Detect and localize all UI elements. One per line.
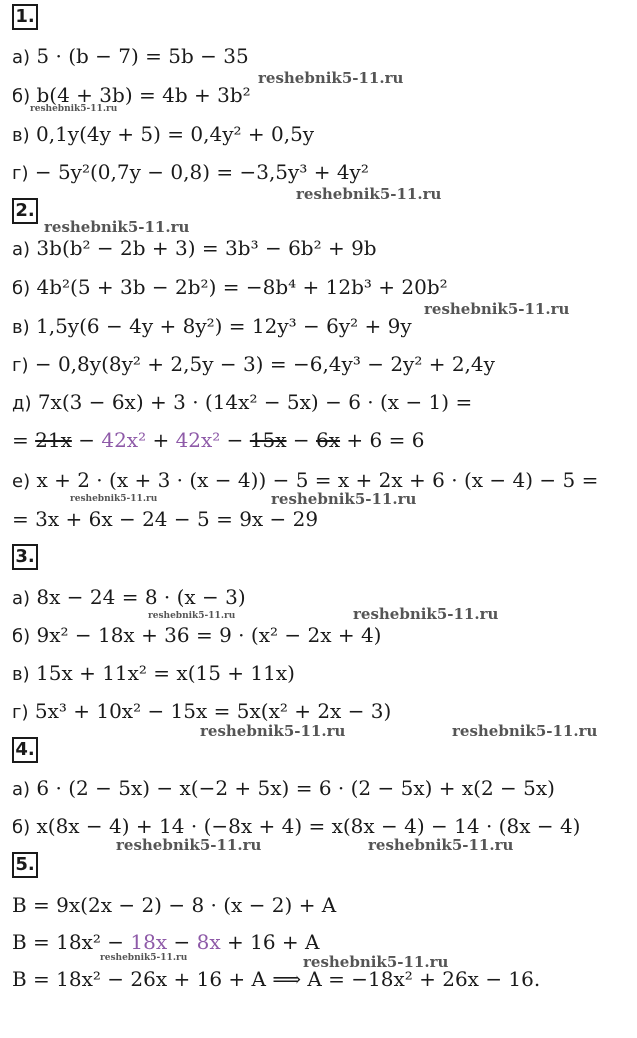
highlighted-term: 8x: [196, 930, 221, 954]
equation-text: − 0,8y(8y² + 2,5y − 3) = −6,4y³ − 2y² + 2,4y: [34, 352, 495, 376]
watermark: reshebnik5-11.ru: [424, 300, 570, 318]
equation-text: 6 · (2 − 5x) − x(−2 + 5x) = 6 · (2 − 5x) + x(2 − 5x): [36, 776, 555, 800]
equation-line: [12, 44, 249, 70]
equation-part: −: [220, 428, 250, 452]
highlighted-term: 18x: [130, 930, 168, 954]
equation-line: [12, 967, 540, 991]
section-number-box: 3.: [12, 544, 38, 570]
equation-line: [12, 352, 495, 378]
watermark: reshebnik5-11.ru: [70, 494, 158, 504]
watermark: reshebnik5-11.ru: [200, 722, 346, 740]
equation-line: [12, 390, 472, 416]
watermark: reshebnik5-11.ru: [148, 611, 236, 621]
equation-text: 3b(b² − 2b + 3) = 3b³ − 6b² + 9b: [36, 236, 377, 260]
watermark: reshebnik5-11.ru: [296, 185, 442, 203]
watermark: reshebnik5-11.ru: [100, 953, 188, 963]
equation-part: +: [146, 428, 176, 452]
equation-text: 7x(3 − 6x) + 3 · (14x² − 5x) − 6 · (x − 1) =: [37, 390, 473, 414]
watermark: reshebnik5-11.ru: [30, 104, 118, 114]
highlighted-term: 42x²: [101, 428, 147, 452]
equation-text: 5 · (b − 7) = 5b − 35: [36, 44, 249, 68]
equation-line: [12, 893, 336, 917]
equation-text: x(8x − 4) + 14 · (−8x + 4) = x(8x − 4) − 14 · (8x − 4): [36, 814, 581, 838]
equation-line: [12, 160, 369, 186]
watermark: reshebnik5-11.ru: [116, 836, 262, 854]
item-label: б): [12, 626, 31, 647]
equation-text: 8x − 24 = 8 · (x − 3): [36, 585, 246, 609]
equation-line: [12, 585, 246, 611]
item-label: д): [12, 393, 32, 414]
equation-line: [12, 930, 319, 954]
equation-part: −: [71, 428, 102, 452]
equation-text: 0,1y(4y + 5) = 0,4y² + 0,5y: [36, 122, 315, 146]
equation-part: −: [286, 428, 317, 452]
watermark: reshebnik5-11.ru: [368, 836, 514, 854]
item-label: а): [12, 588, 31, 609]
item-label: г): [12, 702, 29, 723]
equation-line: [12, 314, 412, 340]
equation-text: 15x + 11x² = x(15 + 11x): [36, 661, 295, 685]
item-label: б): [12, 86, 31, 107]
highlighted-term: 42x²: [175, 428, 221, 452]
equation-text: B = 18x² − 26x + 16 + A ⟹ A = −18x² + 26x − 16.: [12, 967, 541, 991]
section-number-box: 4.: [12, 737, 38, 763]
equation-text: 1,5y(6 − 4y + 8y²) = 12y³ − 6y² + 9y: [36, 314, 412, 338]
equation-part: =: [12, 428, 36, 452]
item-label: а): [12, 47, 31, 68]
item-label: в): [12, 317, 30, 338]
equation-text: B = 9x(2x − 2) − 8 · (x − 2) + A: [12, 893, 337, 917]
watermark: reshebnik5-11.ru: [44, 218, 190, 236]
item-label: а): [12, 239, 31, 260]
item-label: в): [12, 664, 30, 685]
crossed-term: 15x: [249, 428, 287, 452]
item-label: б): [12, 278, 31, 299]
equation-text: b(4 + 3b) = 4b + 3b²: [36, 83, 251, 107]
equation-text: 9x² − 18x + 36 = 9 · (x² − 2x + 4): [36, 623, 382, 647]
equation-line: [12, 776, 555, 802]
equation-line: [12, 661, 295, 687]
equation-line: [12, 507, 318, 531]
equation-part: + 16 + A: [220, 930, 320, 954]
section-number-box: 5.: [12, 852, 38, 878]
watermark: reshebnik5-11.ru: [258, 69, 404, 87]
equation-line: [12, 623, 381, 649]
section-number-box: 1.: [12, 4, 38, 30]
watermark: reshebnik5-11.ru: [353, 605, 499, 623]
watermark: reshebnik5-11.ru: [271, 490, 417, 508]
equation-line: [12, 275, 448, 301]
watermark: reshebnik5-11.ru: [452, 722, 598, 740]
section-number-box: 2.: [12, 198, 38, 224]
equation-part: + 6 = 6: [340, 428, 425, 452]
item-label: а): [12, 779, 31, 800]
item-label: в): [12, 125, 30, 146]
equation-text: = 3x + 6x − 24 − 5 = 9x − 29: [12, 507, 319, 531]
item-label: е): [12, 471, 31, 492]
equation-text: x + 2 · (x + 3 · (x − 4)) − 5 = x + 2x + 6 · (x − 4) − 5 =: [36, 468, 599, 492]
crossed-term: 6x: [316, 428, 341, 452]
item-label: г): [12, 355, 29, 376]
item-label: г): [12, 163, 29, 184]
equation-part: −: [167, 930, 197, 954]
equation-text: − 5y²(0,7y − 0,8) = −3,5y³ + 4y²: [34, 160, 369, 184]
equation-line: [12, 122, 314, 148]
watermark: reshebnik5-11.ru: [303, 953, 449, 971]
equation-line: [12, 428, 424, 452]
equation-text: 5x³ + 10x² − 15x = 5x(x² + 2x − 3): [34, 699, 392, 723]
item-label: б): [12, 817, 31, 838]
equation-line: [12, 236, 377, 262]
equation-text: 4b²(5 + 3b − 2b²) = −8b⁴ + 12b³ + 20b²: [36, 275, 448, 299]
crossed-term: 21x: [35, 428, 72, 452]
equation-part: B = 18x² −: [12, 930, 131, 954]
